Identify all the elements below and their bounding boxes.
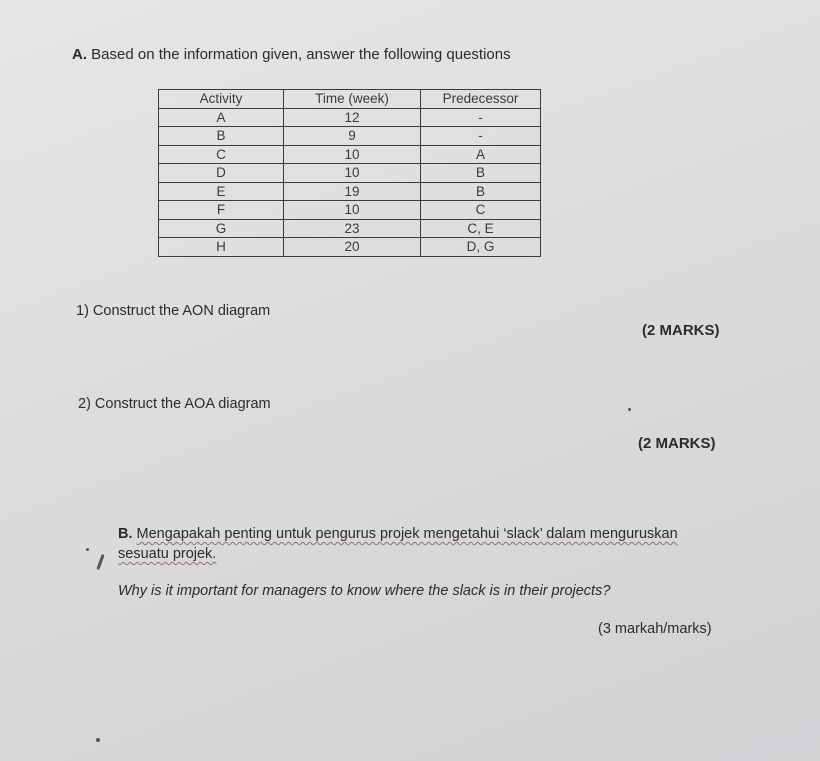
- cell-activity: D: [159, 164, 284, 183]
- ink-speck: [96, 738, 100, 742]
- question-2-marks: (2 MARKS): [638, 435, 716, 452]
- cell-activity: H: [159, 238, 284, 257]
- question-1-marks: (2 MARKS): [642, 322, 720, 339]
- section-a-letter: A.: [72, 46, 87, 63]
- section-b-malay-line2: sesuatu projek.: [118, 546, 217, 562]
- cell-predecessor: -: [421, 108, 541, 127]
- ink-speck: [628, 408, 631, 411]
- cell-activity: F: [159, 201, 284, 220]
- cell-activity: E: [159, 182, 284, 201]
- cell-time: 10: [284, 164, 421, 183]
- table-row: [159, 219, 541, 238]
- cell-time: 20: [284, 238, 421, 257]
- header-predecessor: Predecessor: [421, 90, 541, 109]
- cell-activity: A: [159, 108, 284, 127]
- table-row: [159, 145, 541, 164]
- table-header-row: [159, 90, 541, 109]
- question-2-text: 2) Construct the AOA diagram: [78, 396, 271, 412]
- activity-table: [158, 89, 541, 257]
- header-time: Time (week): [284, 90, 421, 109]
- cell-predecessor: B: [421, 182, 541, 201]
- section-b-english: Why is it important for managers to know where the slack is in their projects?: [118, 583, 611, 599]
- cell-time: 9: [284, 127, 421, 146]
- cell-predecessor: D, G: [421, 238, 541, 257]
- cell-time: 10: [284, 145, 421, 164]
- cell-activity: G: [159, 219, 284, 238]
- header-activity: Activity: [159, 90, 284, 109]
- cell-activity: C: [159, 145, 284, 164]
- cell-predecessor: C, E: [421, 219, 541, 238]
- cell-time: 23: [284, 219, 421, 238]
- pen-mark: [96, 554, 104, 570]
- section-a-heading: [72, 46, 511, 63]
- cell-predecessor: A: [421, 145, 541, 164]
- section-b-malay-line1: Mengapakah penting untuk pengurus projek mengetahui ‘slack’ dalam menguruskan: [136, 526, 678, 542]
- cell-predecessor: -: [421, 127, 541, 146]
- cell-time: 12: [284, 108, 421, 127]
- table-row: [159, 164, 541, 183]
- section-b-question: [118, 525, 678, 544]
- table-row: [159, 108, 541, 127]
- table-row: [159, 238, 541, 257]
- section-b-marks: (3 markah/marks): [598, 621, 712, 637]
- cell-time: 10: [284, 201, 421, 220]
- cell-predecessor: C: [421, 201, 541, 220]
- cell-activity: B: [159, 127, 284, 146]
- cell-time: 19: [284, 182, 421, 201]
- ink-speck: [86, 548, 89, 551]
- section-b-letter: B.: [118, 526, 133, 542]
- table-row: [159, 182, 541, 201]
- question-1-text: 1) Construct the AON diagram: [76, 303, 271, 319]
- table-row: [159, 127, 541, 146]
- section-a-instruction: Based on the information given, answer the following questions: [91, 46, 511, 63]
- cell-predecessor: B: [421, 164, 541, 183]
- table-row: [159, 201, 541, 220]
